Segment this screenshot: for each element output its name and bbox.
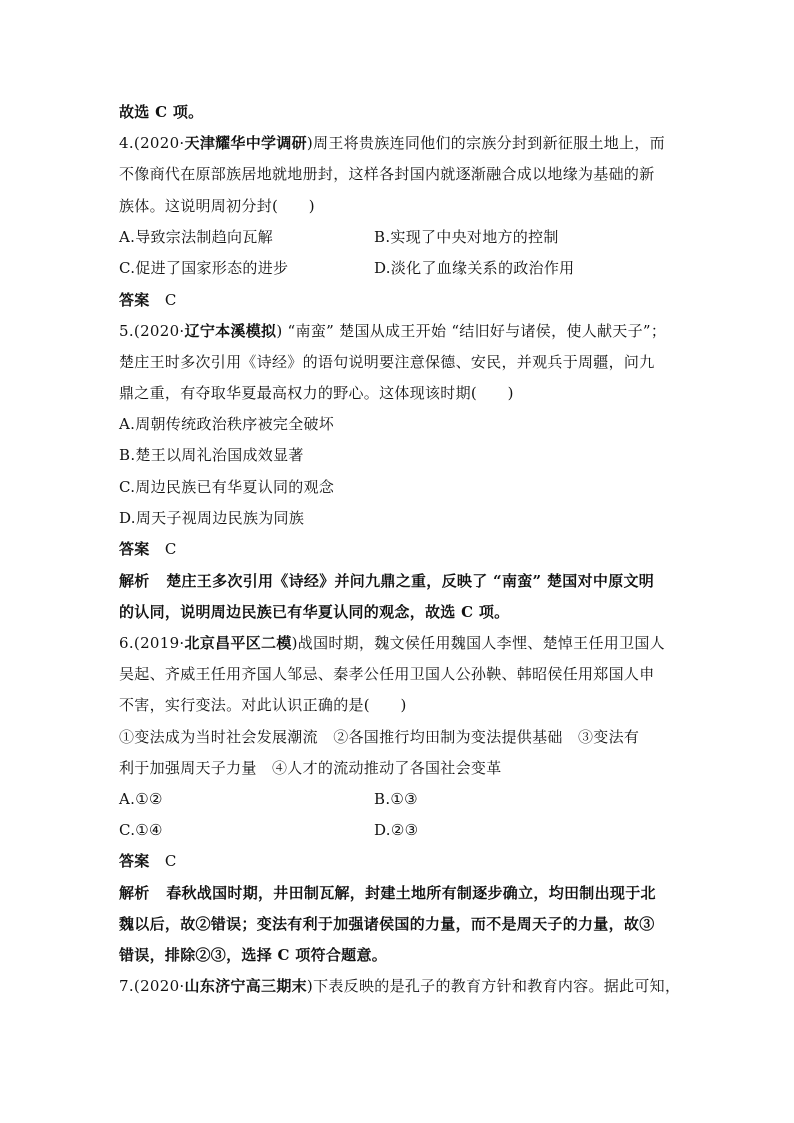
question-text: 族体。这说明周初分封( ) [119,197,315,215]
question-source: 天津耀华中学调研 [184,134,307,152]
explanation-text: 的认同，说明周边民族已有华夏认同的观念，故选 C 项。 [119,603,510,621]
question-6-line [119,633,679,653]
explanation-text: 错误，排除②③，选择 C 项符合题意。 [119,946,388,964]
answer-value: C [164,291,177,309]
option-d: D.②③ [374,821,419,839]
text-line: 故选 C 项。 [119,103,204,121]
answer-label: 答案 [119,291,150,309]
options-row [119,258,679,278]
question-number: 6.(2019· [119,634,185,652]
option-a: A.导致宗法制趋向瓦解 [119,228,273,246]
option-a: A.周朝传统政治秩序被完全破坏 [119,415,335,433]
answer-line [119,851,679,871]
explanation-line [119,571,679,591]
options-row [119,789,679,809]
explanation-text: 春秋战国时期，井田制瓦解，封建土地所有制逐步确立，均田制出现于北 [166,884,656,902]
question-4-line [119,133,679,153]
option-d: D.淡化了血缘关系的政治作用 [374,259,575,277]
option-b: B.楚王以周礼治国成效显著 [119,446,304,464]
question-5-line [119,321,679,341]
question-number: 5.(2020· [119,322,185,340]
question-source: 辽宁本溪模拟 [184,322,277,340]
question-text: 不害，实行变法。对此认识正确的是( ) [119,696,407,714]
answer-label: 答案 [119,540,150,558]
explanation-label: 解析 [119,572,150,590]
option-a: A.①② [119,790,163,808]
question-number: 7.(2020· [119,977,185,995]
option-c: C.周边民族已有华夏认同的观念 [119,478,335,496]
question-text: ) “南蛮” 楚国从成王开始 “结旧好与诸侯，使人献天子”； [276,322,667,340]
answer-line [119,539,679,559]
question-text: 不像商代在原部族居地就地册封，这样各封国内就逐渐融合成以地缘为基础的新 [119,165,655,183]
question-source: 北京昌平区二模 [184,634,292,652]
question-source: 山东济宁高三期末 [184,977,307,995]
answer-value: C [164,540,177,558]
explanation-text: 魏以后，故②错误；变法有利于加强诸侯国的力量，而不是周天子的力量，故③ [119,915,655,933]
answer-value: C [164,852,177,870]
question-text: 利于加强周天子力量 ④人才的流动推动了各国社会变革 [119,759,502,777]
answer-label: 答案 [119,852,150,870]
option-b: B.①③ [374,790,418,808]
question-text: )周王将贵族连同他们的宗族分封到新征服土地上，而 [306,134,665,152]
question-text: )下表反映的是孔子的教育方针和教育内容。据此可知， [306,977,681,995]
option-b: B.实现了中央对地方的控制 [374,228,559,246]
option-d: D.周天子视周边民族为同族 [119,509,305,527]
options-row [119,820,679,840]
explanation-line [119,883,679,903]
option-c: C.促进了国家形态的进步 [119,259,289,277]
question-text: 吴起、齐威王任用齐国人邹忌、秦孝公任用卫国人公孙鞅、韩昭侯任用郑国人申 [119,665,655,683]
question-text: 鼎之重，有夺取华夏最高权力的野心。这体现该时期( ) [119,384,514,402]
question-number: 4.(2020· [119,134,185,152]
question-text: 楚庄王时多次引用《诗经》的语句说明要注意保德、安民，并观兵于周疆，问九 [119,353,655,371]
options-row [119,227,679,247]
question-text: ①变法成为当时社会发展潮流 ②各国推行均田制为变法提供基础 ③变法有 [119,728,640,746]
explanation-label: 解析 [119,884,150,902]
answer-line [119,290,679,310]
question-7-line [119,976,679,996]
option-c: C.①④ [119,821,163,839]
question-text: )战国时期，魏文侯任用魏国人李悝、楚悼王任用卫国人 [291,634,665,652]
explanation-text: 楚庄王多次引用《诗经》并问九鼎之重，反映了 “南蛮” 楚国对中原文明 [166,572,655,590]
